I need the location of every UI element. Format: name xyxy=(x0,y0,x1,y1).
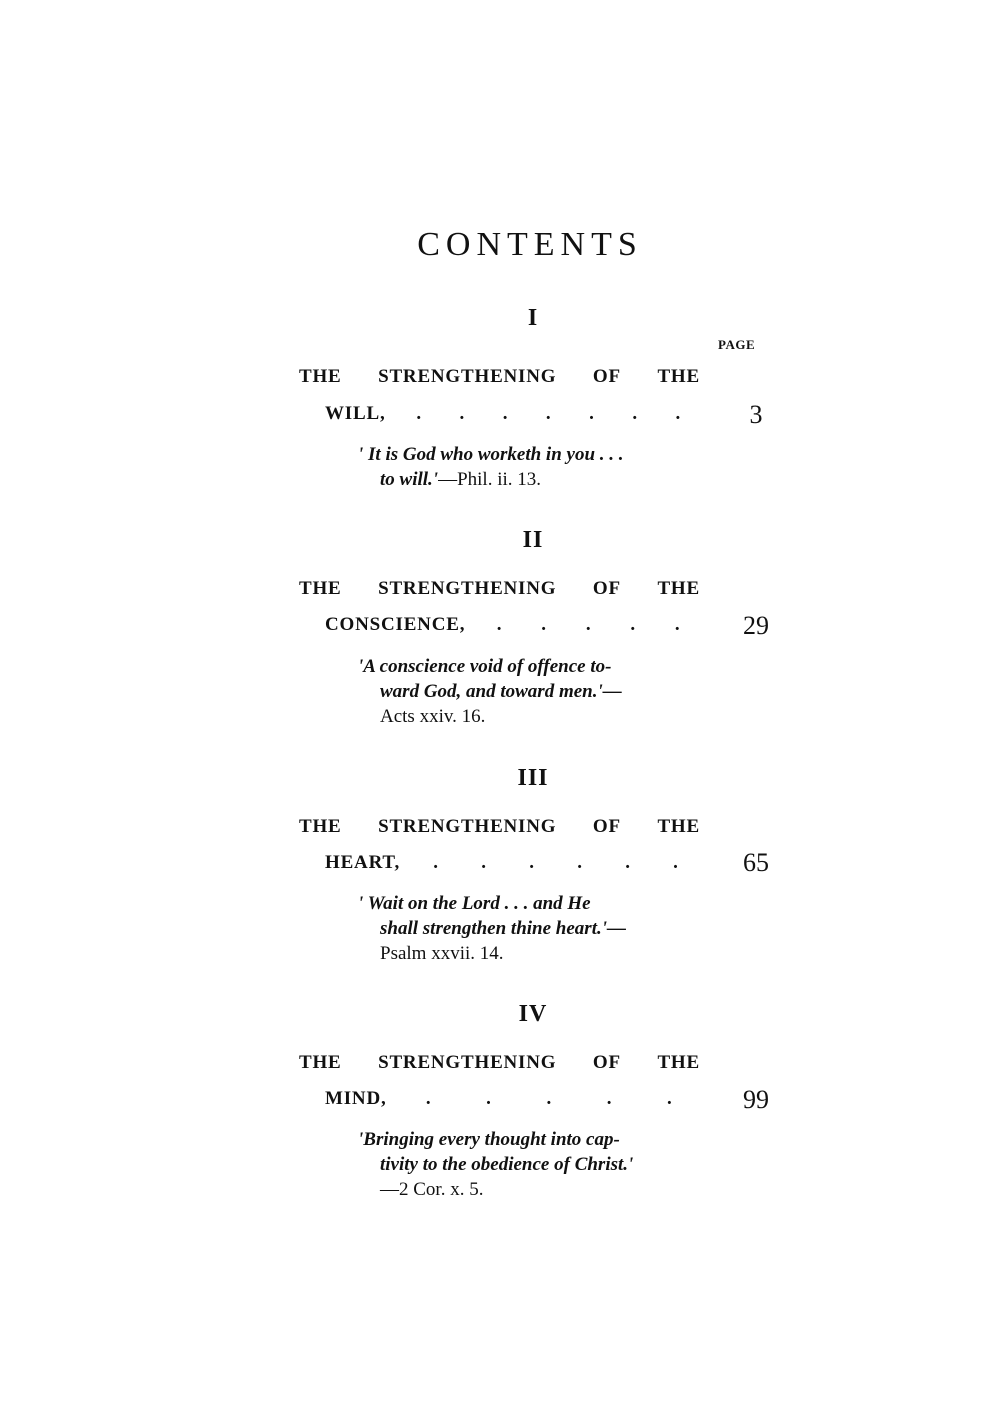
scripture-reference: Psalm xxvii. 14. xyxy=(380,943,504,964)
quote-line: ' It is God who worketh in you . . . xyxy=(358,444,624,465)
entry-word: OF xyxy=(592,578,621,599)
entry-word: OF xyxy=(592,816,621,837)
entry-subject: WILL, xyxy=(325,403,386,424)
page-number: 3 xyxy=(749,400,763,429)
epigraph-quote xyxy=(358,891,700,966)
page-number: 65 xyxy=(743,848,769,877)
entry-subject-line xyxy=(325,403,700,425)
entry-word: STRENGTHENING xyxy=(378,366,557,387)
epigraph-quote xyxy=(358,442,700,492)
entry-subject-line xyxy=(325,852,700,874)
quote-line: 'A conscience void of offence to- xyxy=(358,656,612,677)
entry-word: OF xyxy=(592,1052,621,1073)
entry-subject: CONSCIENCE, xyxy=(325,614,466,635)
section-numeral: II xyxy=(522,527,544,553)
entry-word: THE xyxy=(299,366,342,387)
dot-leaders: . . . . . xyxy=(496,614,681,635)
entry-word: THE xyxy=(657,1052,700,1073)
dot-leaders: . . . . . . xyxy=(433,852,679,873)
quote-line: ward God, and toward men.'— xyxy=(380,681,622,702)
epigraph-quote xyxy=(358,1127,700,1202)
epigraph-quote xyxy=(358,654,700,729)
page-number: 29 xyxy=(743,611,769,640)
page-column-label: PAGE xyxy=(718,337,756,352)
entry-title-line xyxy=(299,816,700,838)
quote-line: tivity to the obedience of Christ.' xyxy=(380,1154,634,1175)
page-number: 99 xyxy=(743,1085,769,1114)
entry-title-line xyxy=(299,1052,700,1074)
entry-subject: MIND, xyxy=(325,1088,387,1109)
entry-word: OF xyxy=(592,366,621,387)
quote-line: shall strengthen thine heart.'— xyxy=(380,918,627,939)
entry-title-line xyxy=(299,578,700,600)
section-numeral: III xyxy=(517,765,549,791)
dot-leaders: . . . . . xyxy=(425,1088,673,1109)
entry-word: STRENGTHENING xyxy=(378,816,557,837)
quote-line xyxy=(358,467,700,492)
entry-title-line xyxy=(299,366,700,388)
contents-title: CONTENTS xyxy=(417,226,643,263)
entry-word: THE xyxy=(657,366,700,387)
scripture-reference: Acts xxiv. 16. xyxy=(380,706,486,727)
scripture-reference: —Phil. ii. 13. xyxy=(438,469,542,490)
section-numeral: IV xyxy=(518,1001,548,1027)
quote-line: ' Wait on the Lord . . . and He xyxy=(358,893,591,914)
scripture-reference: —2 Cor. x. 5. xyxy=(380,1179,484,1200)
quote-text: to will.' xyxy=(380,469,439,490)
entry-word: THE xyxy=(299,816,342,837)
entry-word: THE xyxy=(657,816,700,837)
entry-subject-line xyxy=(325,1088,700,1110)
entry-subject: HEART, xyxy=(325,852,401,873)
entry-subject-line xyxy=(325,614,700,636)
section-numeral: I xyxy=(527,305,539,331)
entry-word: THE xyxy=(299,578,342,599)
entry-word: STRENGTHENING xyxy=(378,1052,557,1073)
dot-leaders: . . . . . . . xyxy=(416,403,682,424)
entry-word: THE xyxy=(299,1052,342,1073)
entry-word: THE xyxy=(657,578,700,599)
entry-word: STRENGTHENING xyxy=(378,578,557,599)
quote-line: 'Bringing every thought into cap- xyxy=(358,1129,620,1150)
